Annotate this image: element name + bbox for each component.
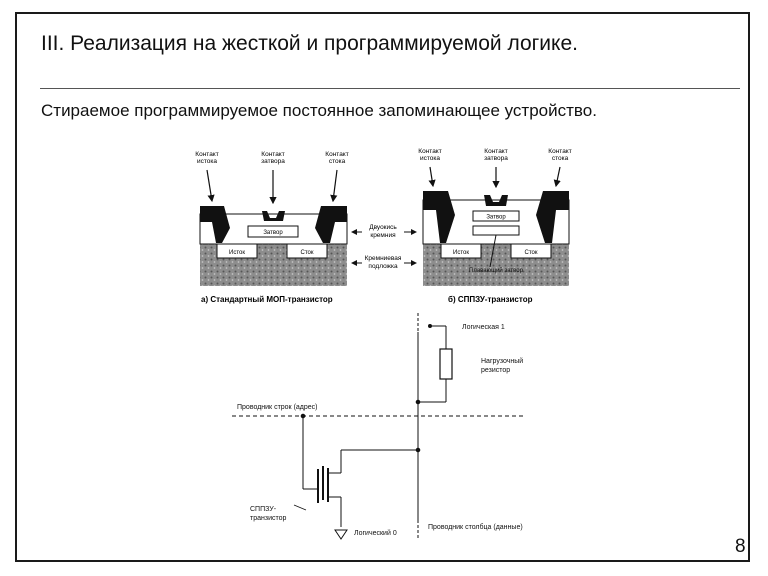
slide-title: III. Реализация на жесткой и программируемой логике. [41, 32, 578, 55]
gate-label: Затвор [263, 230, 283, 236]
drain-contact-label-1: Контакт [325, 151, 349, 158]
column-line-label: Проводник столбца (данные) [428, 524, 523, 531]
source-label: Исток [229, 250, 245, 256]
eprom-drain-arrow [556, 167, 560, 186]
floating-gate-label: Плавающий затвор [469, 268, 523, 274]
transistor-label-2: транзистор [250, 515, 287, 522]
circuit-labels [237, 324, 523, 537]
eprom-drain-label: Сток [524, 250, 538, 256]
row-line-label: Проводник строк (адрес) [237, 404, 318, 411]
eprom-drain-contact-label-2: стока [551, 155, 569, 162]
drain-contact-label-2: стока [328, 158, 346, 165]
drain-junction [416, 448, 420, 452]
source-contact-arrow [207, 170, 212, 201]
page-number: 8 [735, 536, 746, 557]
ground-symbol [335, 530, 347, 539]
shared-labels [352, 224, 416, 270]
slide-subtitle: Стираемое программируемое постоянное запоминающее устройство. [41, 101, 597, 120]
resistor-junction [416, 400, 420, 404]
load-resistor [440, 349, 452, 379]
eprom-gate-label: Затвор [486, 214, 506, 221]
eprom-source-arrow [430, 167, 433, 186]
oxide-label-2: кремния [370, 232, 396, 239]
logic-one-label: Логическая 1 [462, 324, 505, 331]
load-resistor-label-2: резистор [481, 367, 511, 374]
source-contact-label-1: Контакт [195, 151, 219, 158]
source-contact-label-2: истока [196, 158, 218, 165]
transistor-label-1: СППЗУ- [250, 506, 277, 513]
substrate-label-2: подложка [368, 263, 398, 270]
transistor-pointer [294, 505, 306, 510]
substrate-label-1: Кремниевая [364, 255, 402, 262]
eprom-source-contact-label-1: Контакт [418, 148, 442, 155]
drain-label: Сток [300, 250, 314, 256]
logic-one-node [429, 325, 432, 328]
floating-gate-box [473, 226, 519, 235]
oxide-label-1: Двуокись [369, 224, 397, 231]
eprom-gate-contact-label-2: затвора [484, 155, 508, 162]
load-resistor-label-1: Нагрузочный [481, 358, 524, 365]
eprom-drain-contact-label-1: Контакт [548, 148, 572, 155]
logic-zero-label: Логический 0 [354, 530, 397, 537]
eprom-caption: б) СППЗУ-транзистор [448, 295, 533, 304]
gate-contact-label-1: Контакт [261, 151, 285, 158]
eprom-source-contact-label-2: истока [419, 155, 441, 162]
gate-contact-label-2: затвора [261, 158, 285, 165]
drain-contact-arrow [333, 170, 337, 201]
eprom-source-label: Исток [453, 250, 469, 256]
mos-caption: а) Стандартный МОП-транзистор [201, 295, 333, 304]
eprom-gate-contact-label-1: Контакт [484, 148, 508, 155]
mos-transistor-diagram [195, 151, 348, 304]
eprom-transistor-diagram [418, 148, 571, 304]
